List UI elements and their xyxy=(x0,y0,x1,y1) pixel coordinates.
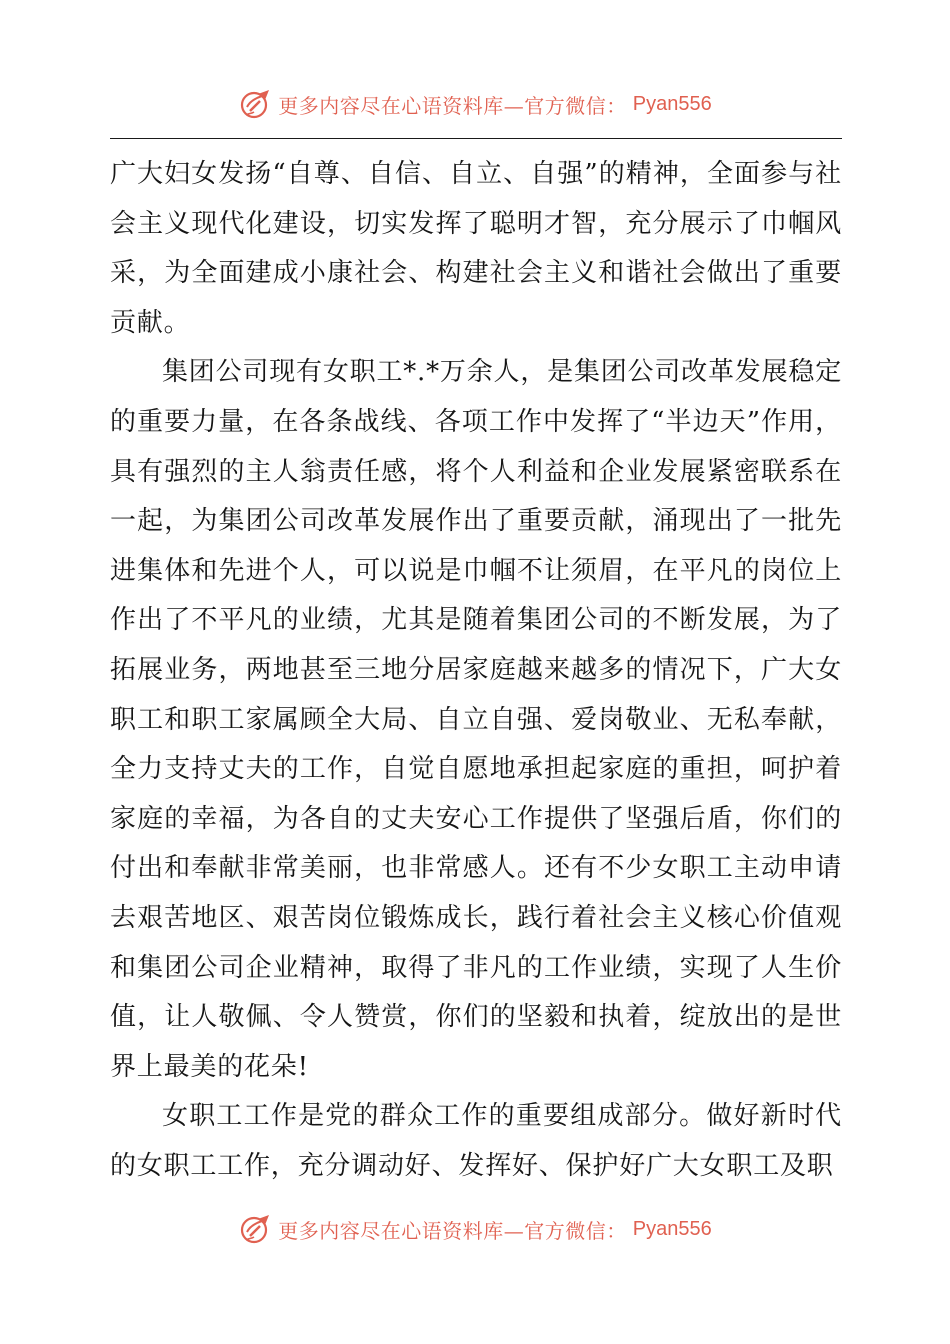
header-watermark xyxy=(238,87,711,121)
header-watermark-handle: Pyan556 xyxy=(632,92,712,115)
footer-watermark xyxy=(238,1212,711,1246)
paragraph-3: 女职工工作是党的群众工作的重要组成部分。做好新时代的女职工工作，充分调动好、发挥好、保护好广大女职工及职 xyxy=(110,1101,842,1181)
paragraph-1: 广大妇女发扬“自尊、自信、自立、自强”的精神，全面参与社会主义现代化建设，切实发挥了聪明才智，充分展示了巾帼风采，为全面建成小康社会、构建社会主义和谐社会做出了重要贡献。 xyxy=(110,159,842,338)
footer-watermark-text: 更多内容尽在心语资料库—官方微信： xyxy=(278,1218,627,1243)
header-watermark-text: 更多内容尽在心语资料库—官方微信： xyxy=(278,93,627,118)
pen-logo-icon xyxy=(238,87,272,121)
pen-logo-icon xyxy=(238,1212,272,1246)
page-header xyxy=(0,86,950,122)
paragraph-2: 集团公司现有女职工*.*万余人，是集团公司改革发展稳定的重要力量，在各条战线、各项工作中发挥了“半边天”作用，具有强烈的主人翁责任感，将个人利益和企业发展紧密联系在一起，为集团公司改革发展作出了重要贡献，涌现出了一批先进集体和先进个人，可以说是巾帼不让须眉，在平凡的岗位上作出了不平凡的业绩，尤其是随着集团公司的不断发展，为了拓展业务，两地甚至三地分居家庭越来越多的情况下，广大女职工和职工家属顾全大局、自立自强、爱岗敬业、无私奉献，全力支持丈夫的工作，自觉自愿地承担起家庭的重担，呵护着家庭的幸福，为各自的丈夫安心工作提供了坚强后盾，你们的付出和奉献非常美丽，也非常感人。还有不少女职工主动申请去艰苦地区、艰苦岗位锻炼成长，践行着社会主义核心价值观和集团公司企业精神，取得了非凡的工作业绩，实现了人生价值，让人敬佩、令人赞赏，你们的坚毅和执着，绽放出的是世界上最美的花朵! xyxy=(110,357,842,1082)
header-divider xyxy=(110,138,842,139)
page-footer xyxy=(0,1211,950,1247)
document-body xyxy=(110,150,842,1191)
footer-watermark-handle: Pyan556 xyxy=(632,1217,712,1240)
